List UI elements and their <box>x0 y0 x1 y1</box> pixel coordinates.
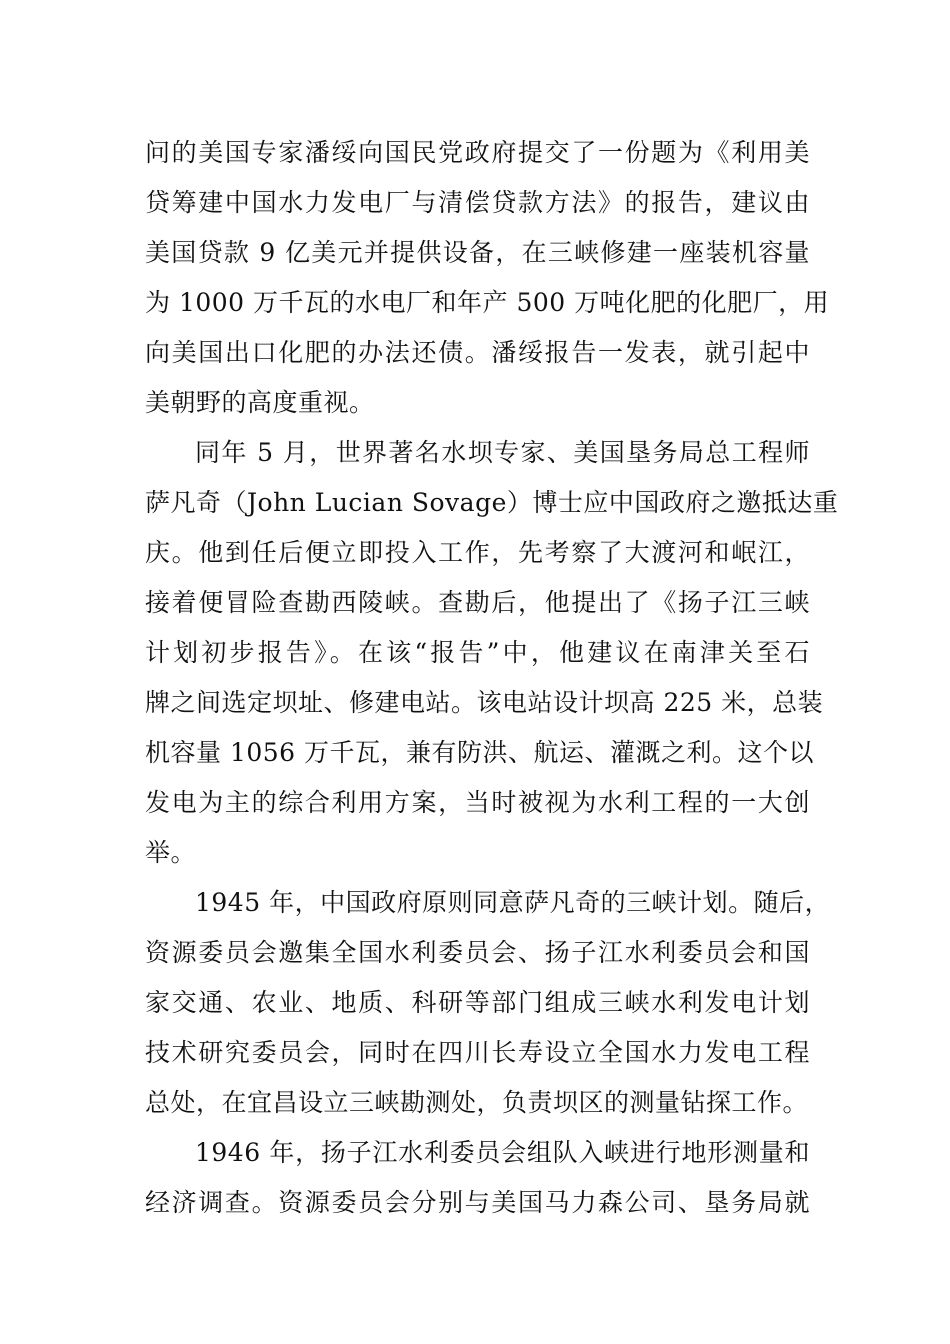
text-line: 技术研究委员会，同时在四川长寿设立全国水力发电工程 <box>145 1038 810 1067</box>
text-line: 家交通、农业、地质、科研等部门组成三峡水利发电计划 <box>145 988 810 1017</box>
text-line: 庆。他到任后便立即投入工作，先考察了大渡河和岷江， <box>145 538 810 567</box>
text-line: 机容量 1056 万千瓦，兼有防洪、航运、灌溉之利。这个以 <box>145 738 815 767</box>
text-line: 贷筹建中国水力发电厂与清偿贷款方法》的报告，建议由 <box>145 188 810 217</box>
text-line: 接着便冒险查勘西陵峡。查勘后，他提出了《扬子江三峡 <box>145 588 810 617</box>
text-line: 发电为主的综合利用方案，当时被视为水利工程的一大创 <box>145 788 810 817</box>
text-line: 1946 年，扬子江水利委员会组队入峡进行地形测量和 <box>195 1138 810 1167</box>
text-line: 为 1000 万千瓦的水电厂和年产 500 万吨化肥的化肥厂，用 <box>145 288 830 317</box>
text-line: 同年 5 月，世界著名水坝专家、美国垦务局总工程师 <box>195 438 810 467</box>
text-line: 1945 年，中国政府原则同意萨凡奇的三峡计划。随后， <box>195 888 831 917</box>
text-line: 美国贷款 9 亿美元并提供设备，在三峡修建一座装机容量 <box>145 238 810 267</box>
body-text <box>145 128 839 1228</box>
text-line: 资源委员会邀集全国水利委员会、扬子江水利委员会和国 <box>145 938 810 967</box>
text-line: 牌之间选定坝址、修建电站。该电站设计坝高 225 米，总装 <box>145 688 824 717</box>
paragraph-3 <box>145 878 831 1128</box>
text-line: 举。 <box>145 838 197 867</box>
text-line: 美朝野的高度重视。 <box>145 388 375 417</box>
text-line: 问的美国专家潘绥向国民党政府提交了一份题为《利用美 <box>145 138 810 167</box>
text-line: 经济调查。资源委员会分别与美国马力森公司、垦务局就 <box>145 1188 810 1217</box>
text-line: 萨凡奇（John Lucian Sovage）博士应中国政府之邀抵达重 <box>145 488 839 517</box>
paragraph-4 <box>145 1128 810 1228</box>
paragraph-1 <box>145 128 830 428</box>
paragraph-2 <box>145 428 839 878</box>
text-line: 总处，在宜昌设立三峡勘测处，负责坝区的测量钻探工作。 <box>145 1088 809 1117</box>
text-line: 计划初步报告》。在该“报告”中，他建议在南津关至石 <box>145 638 810 667</box>
text-line: 向美国出口化肥的办法还债。潘绥报告一发表，就引起中 <box>145 338 810 367</box>
